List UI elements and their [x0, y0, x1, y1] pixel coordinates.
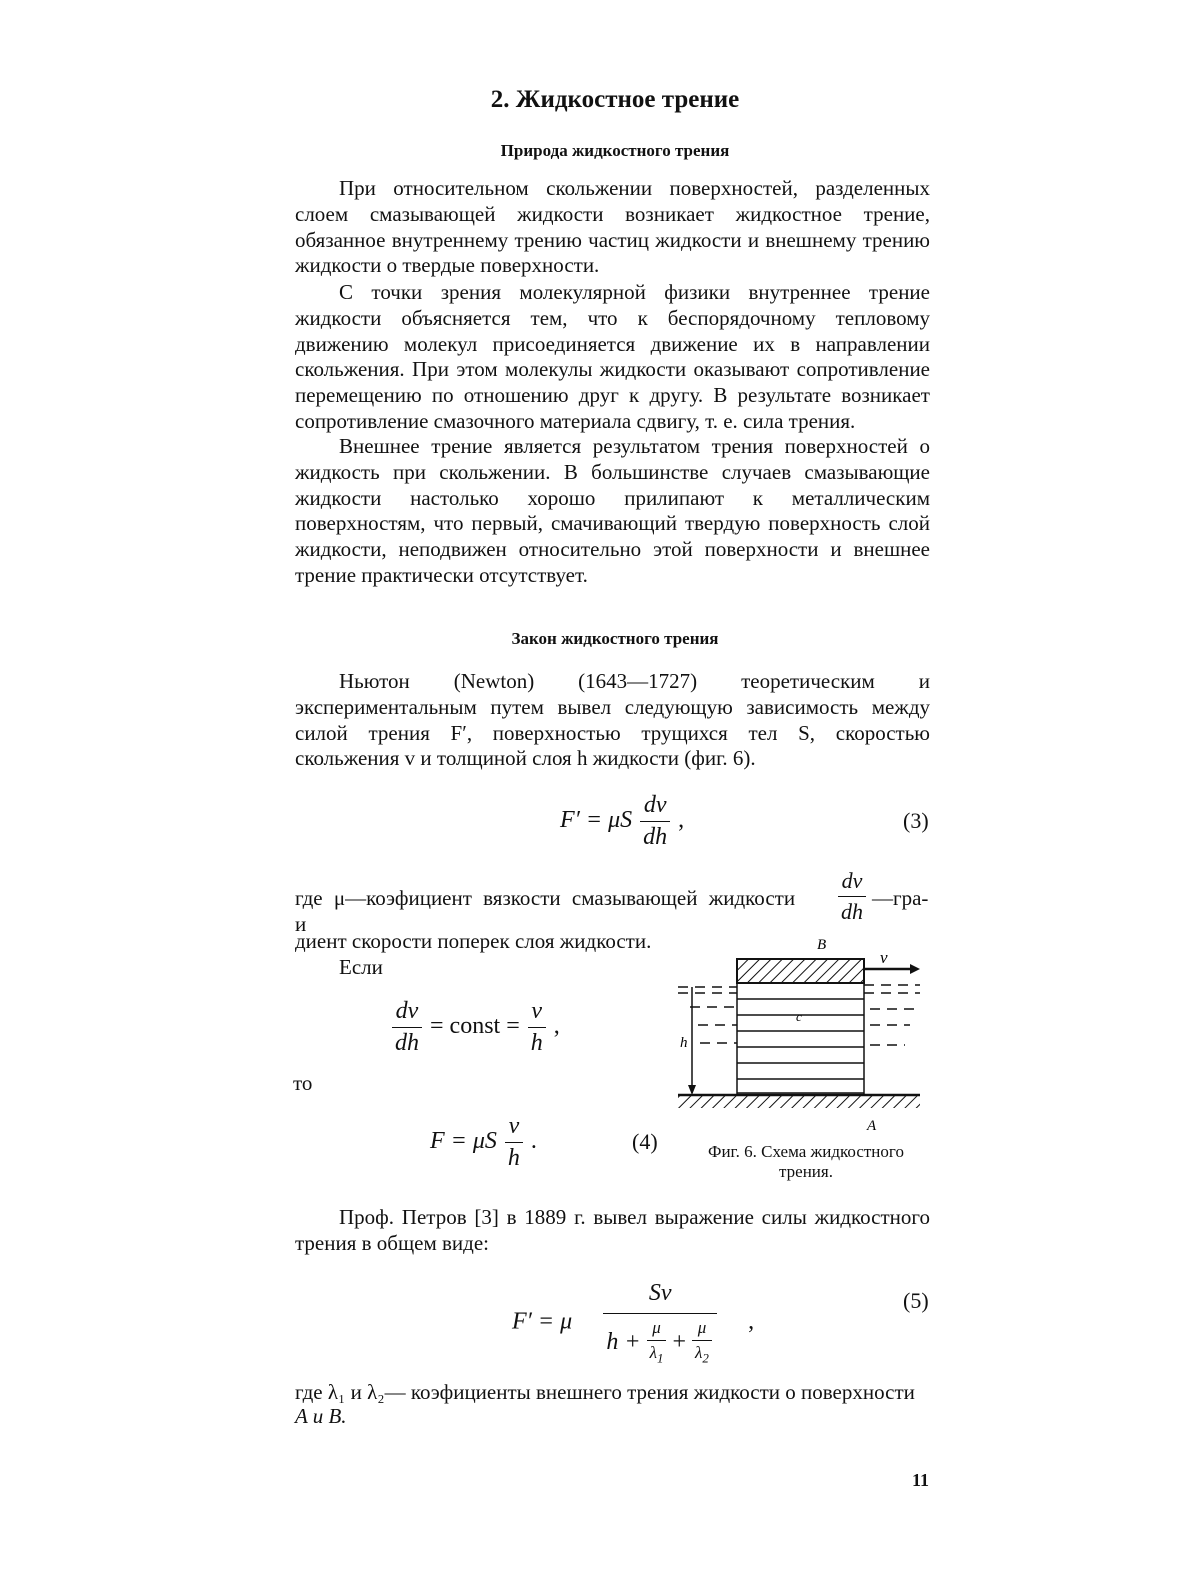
equation-4: F = μS $\frac{v}{h}$ .	[430, 1113, 537, 1171]
equation-3-number: (3)	[903, 808, 929, 833]
label-v: v	[880, 948, 888, 967]
equation-5: F′ = μ Sv h + $\frac{\mu}{\lambda_1}$ + $\frac{\mu}{\lambda_2}$ ,	[512, 1280, 755, 1366]
where-lambda-line1: где λ₁ и λ₂— коэфициенты внешнего трения жидкости о поверхности	[295, 1380, 915, 1404]
subsection-title-law: Закон жидкостного трения	[511, 629, 719, 648]
paragraph-5: Проф. Петров [3] в 1889 г. вывел выражение силы жидкостного трения в общем виде:	[295, 1205, 930, 1255]
height-arrowhead	[688, 1085, 696, 1095]
where-mu-continuation: диент скорости поперек слоя жидкости.	[295, 929, 652, 953]
label-b: B	[817, 937, 827, 953]
where-mu-text: где μ—коэфициент вязкости смазывающей жидкости и	[295, 886, 796, 936]
equation-const: $\frac{dv}{dh}$ = const = $\frac{v}{h}$ ,	[390, 998, 560, 1057]
label-a: A	[867, 1118, 877, 1134]
equation-4-number: (4)	[632, 1129, 658, 1154]
page-number: 11	[912, 1470, 930, 1490]
paragraph-2: С точки зрения молекулярной физики внутреннее трение жидкости объясняется тем, что к беспорядочному тепловому движению молекул присоединяется движение их в направлении скольжения. При этом молекулы жидкости оказывают сопротивление перемещению по отношению друг к другу. В результате возникает сопротивление смазочного материала сдвигу, т. е. сила трения.	[295, 280, 930, 433]
equation-3: F′ = μS $\frac{dv}{dh}$ ,	[560, 792, 685, 850]
paragraph-1: При относительном скольжении поверхностей, разделенных слоем смазывающей жидкости возникает жидкостное трение, обязанное внутреннему трению частиц жидкости и внешнему трению жидкости о твердые поверхности.	[295, 176, 930, 278]
equation-5-number: (5)	[903, 1288, 929, 1313]
paragraph-3: Внешнее трение является результатом трения поверхностей о жидкость при скольжении. В большинстве случаев смазывающие жидкости настолько хорошо прилипают к металлическим поверхностям, что первый, смачивающий твердую поверхность слой жидкости, неподвижен относительно этой поверхности и внешнее трение практически отсутствует.	[295, 434, 930, 587]
base-hatching	[678, 1096, 920, 1108]
label-h: h	[680, 1035, 688, 1051]
moving-plate-b	[737, 959, 864, 983]
figure-6-diagram	[670, 935, 930, 1135]
then-word: то	[293, 1071, 313, 1095]
where-lambda-line2: A и B.	[295, 1404, 347, 1428]
where-mu-tail: —гра-	[872, 886, 929, 910]
subsection-title-nature: Природа жидкостного трения	[500, 141, 730, 160]
label-c: c	[796, 1009, 802, 1024]
figure-6-caption: Фиг. 6. Схема жидкостного трения.	[708, 1142, 904, 1181]
liquid-layers	[737, 983, 864, 1095]
paragraph-4: Ньютон (Newton) (1643—1727) теоретическим и экспериментальным путем вывел следующую зависимость между силой трения F′, поверхностью трущихся тел S, скоростью скольжения v и толщиной слоя h жидкости (фиг. 6).	[295, 669, 930, 771]
gradient-fraction: $\frac{dv}{dh}$	[836, 868, 868, 925]
section-title: 2. Жидкостное трение	[490, 86, 740, 113]
velocity-arrowhead	[910, 964, 920, 974]
equation-3-fraction: $\frac{dv}{dh}$	[640, 792, 670, 851]
if-word: Если	[339, 955, 383, 979]
